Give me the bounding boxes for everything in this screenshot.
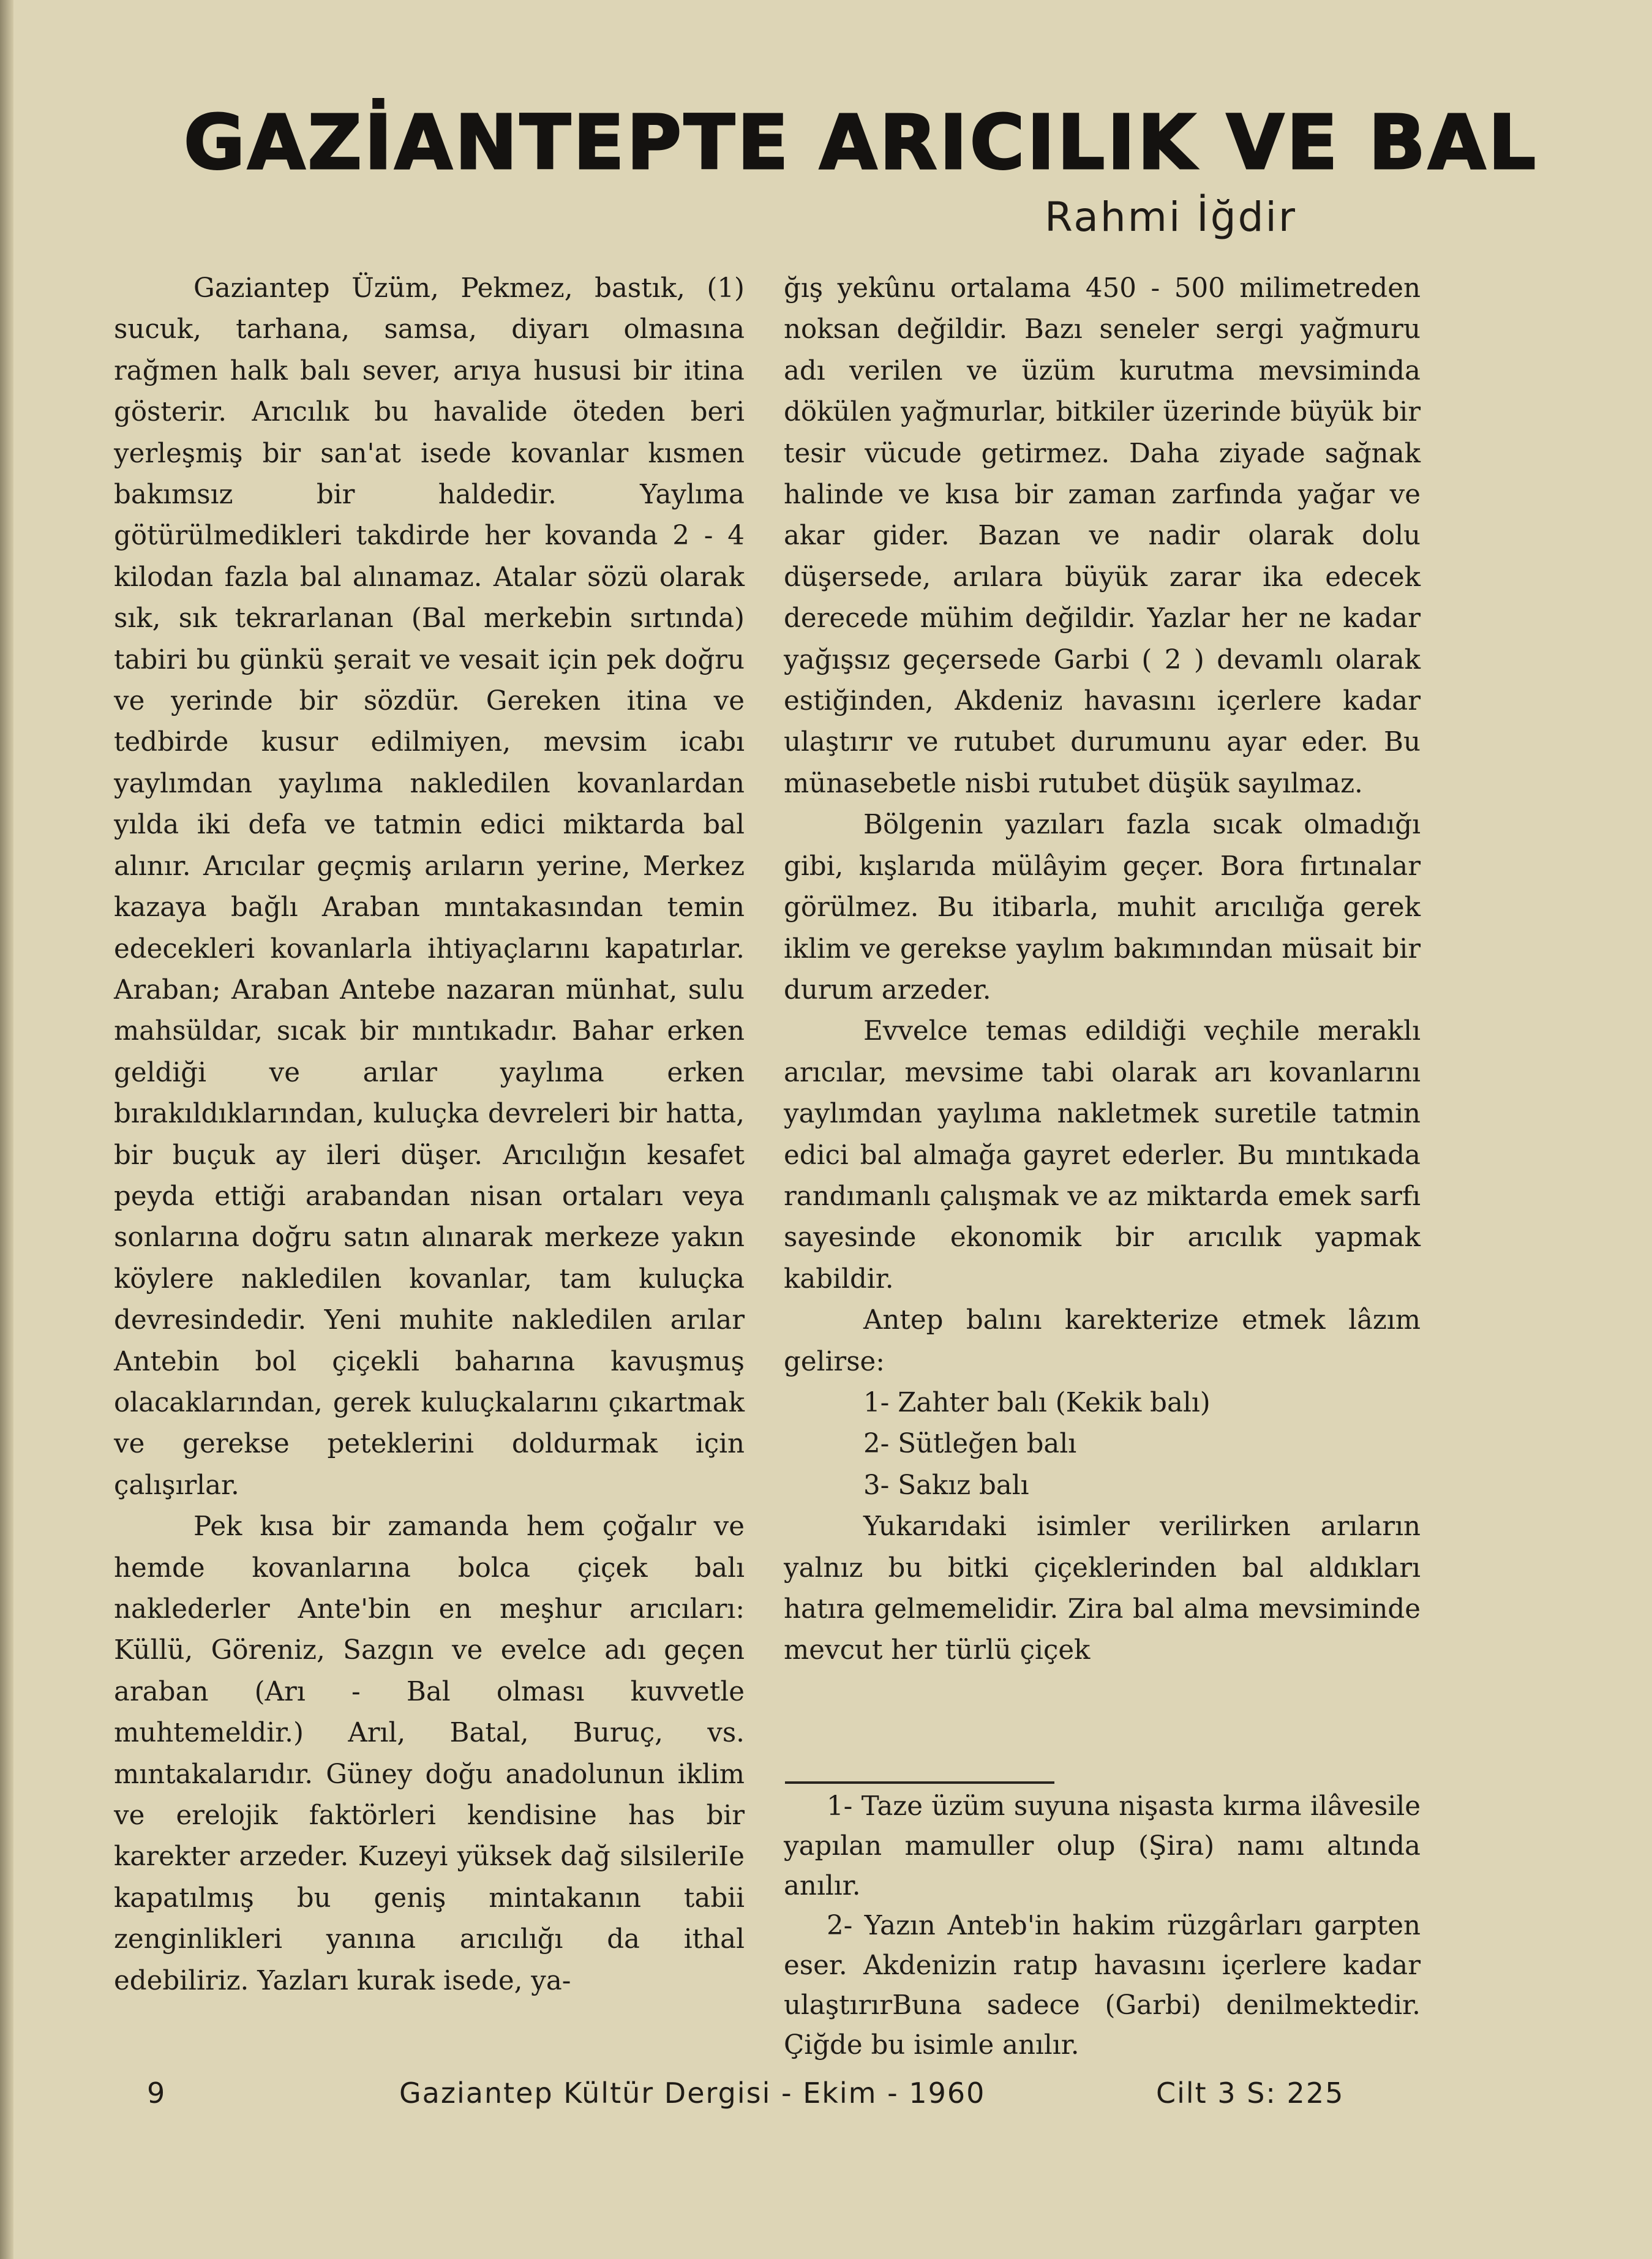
article-title: GAZİANTEPTE ARICILIK VE BAL: [184, 99, 1539, 186]
page-footer: [0, 2075, 1652, 2111]
paragraph: Yukarıdaki isimler verilirken arıların yalnız bu bitki çiçeklerinden bal aldıkları hatıra gelmemelidir. Zira bal alma mevsiminde mevcut her türlü çiçek: [784, 1511, 1421, 1666]
magazine-info: Gaziantep Kültür Dergisi - Ekim - 1960: [399, 2077, 986, 2110]
list-item: 2- Sütleğen balı: [863, 1429, 1077, 1460]
footnote-divider: [785, 1781, 1054, 1784]
list-item: 3- Sakız balı: [863, 1470, 1029, 1501]
paragraph: ğış yekûnu ortalama 450 - 500 milimetreden noksan değildir. Bazı seneler sergi yağmuru adı verilen ve üzüm kurutma mevsiminda dökülen yağmurlar, bitkiler üzerinde büyük bir tesir vücude getirmez. Daha ziyade sağnak halinde ve kısa bir zaman zarfında yağar ve akar gider. Bazan ve nadir olarak dolu düşersede, arılara büyük zarar ika edecek derecede mühim değildir. Yazlar her ne kadar yağışsız geçersede Garbi ( 2 ) devamlı olarak estiğinden, Akdeniz havasını içerlere kadar ulaştırır ve rutubet durumunu ayar eder. Bu münasebetle nisbi rutubet düşük sayılmaz.: [784, 273, 1421, 799]
volume-info: Cilt 3 S: 225: [1156, 2077, 1345, 2110]
paragraph: Evvelce temas edildiği veçhile meraklı arıcılar, mevsime tabi olarak arı kovanlarını yaylımdan yaylıma nakletmek suretile tatmin edici bal almağa gayret ederler. Bu mıntıkada randımanlı çalışmak ve az miktarda emek sarfı sayesinde ekonomik bir arıcılık yapmak kabildir.: [784, 1016, 1421, 1295]
paragraph: Pek kısa bir zamanda hem çoğalır ve hemde kovanlarına bolca çiçek balı naklederler Ante'bin en meşhur arıcıları: Küllü, Göreniz, Sazgın ve evelce adı geçen araban (Arı - Bal olması kuvvetle muhtemeldir.) Arıl, Batal, Buruç, vs. mıntakalarıdır. Güney doğu anadolunun iklim ve erelojik faktörleri kendisine has bir karekter arzeder. Kuzeyi yüksek dağ silsileriIe kapatılmış bu geniş mintakanın tabii zenginlikleri yanına arıcılığı da ithal edebiliriz. Yazları kurak isede, ya-: [114, 1511, 745, 1996]
footnote: 1- Taze üzüm suyuna nişasta kırma ilâvesile yapılan mamuller olup (Şira) namı altında anılır.: [784, 1791, 1421, 1901]
paragraph: Antep balını karekterize etmek lâzım gelirse:: [784, 1305, 1421, 1377]
article-author: Rahmi İğdir: [1044, 194, 1297, 241]
left-column: [114, 268, 745, 2002]
paragraph: Gaziantep Üzüm, Pekmez, bastık, (1) sucuk, tarhana, samsa, diyarı olmasına rağmen halk balı sever, arıya hususi bir itina gösterir. Arıcılık bu havalide öteden beri yerleşmiş bir san'at isede kovanlar kısmen bakımsız bir haldedir. Yaylıma götürülmedikleri takdirde her kovanda 2 - 4 kilodan fazla bal alınamaz. Atalar sözü olarak sık, sık tekrarlanan (Bal merkebin sırtında) tabiri bu günkü şerait ve vesait için pek doğru ve yerinde bir sözdür. Gereken itina ve tedbirde kusur edilmiyen, mevsim icabı yaylımdan yaylıma nakledilen kovanlardan yılda iki defa ve tatmin edici miktarda bal alınır. Arıcılar geçmiş arıların yerine, Merkez kazaya bağlı Araban mıntakasından temin edecekleri kovanlarla ihtiyaçlarını kapatırlar. Araban; Araban Antebe nazaran münhat, sulu mahsüldar, sıcak bir mıntıkadır. Bahar erken geldiği ve arılar yaylıma erken bırakıldıklarından, kuluçka devreleri bir hatta, bir buçuk ay ileri düşer. Arıcılığın kesafet peyda ettiği arabandan nisan ortaları veya sonlarına doğru satın alınarak merkeze yakın köylere nakledilen kovanlar, tam kuluçka devresindedir. Yeni muhite nakledilen arılar Antebin bol çiçekli baharına kavuşmuş olacaklarından, gerek kuluçkalarını çıkartmak ve gerekse peteklerini doldurmak için çalışırlar.: [114, 273, 745, 1501]
list-item: 1- Zahter balı (Kekik balı): [863, 1387, 1211, 1418]
footnote: 2- Yazın Anteb'in hakim rüzgârları garpten eser. Akdenizin ratıp havasını içerlere kadar ulaştırırBuna sadece (Garbi) denilmektedir. Çiğde bu isimle anılır.: [784, 1911, 1421, 2061]
right-column: [784, 268, 1421, 1672]
page-edge-shadow: [0, 0, 13, 2259]
footnotes: [784, 1787, 1421, 2065]
paragraph: Bölgenin yazıları fazla sıcak olmadığı gibi, kışlarıda mülâyim geçer. Bora fırtınalar görülmez. Bu itibarla, muhit arıcılığa gerek iklim ve gerekse yaylım bakımından müsait bir durum arzeder.: [784, 810, 1421, 1005]
page-number: 9: [147, 2077, 165, 2110]
